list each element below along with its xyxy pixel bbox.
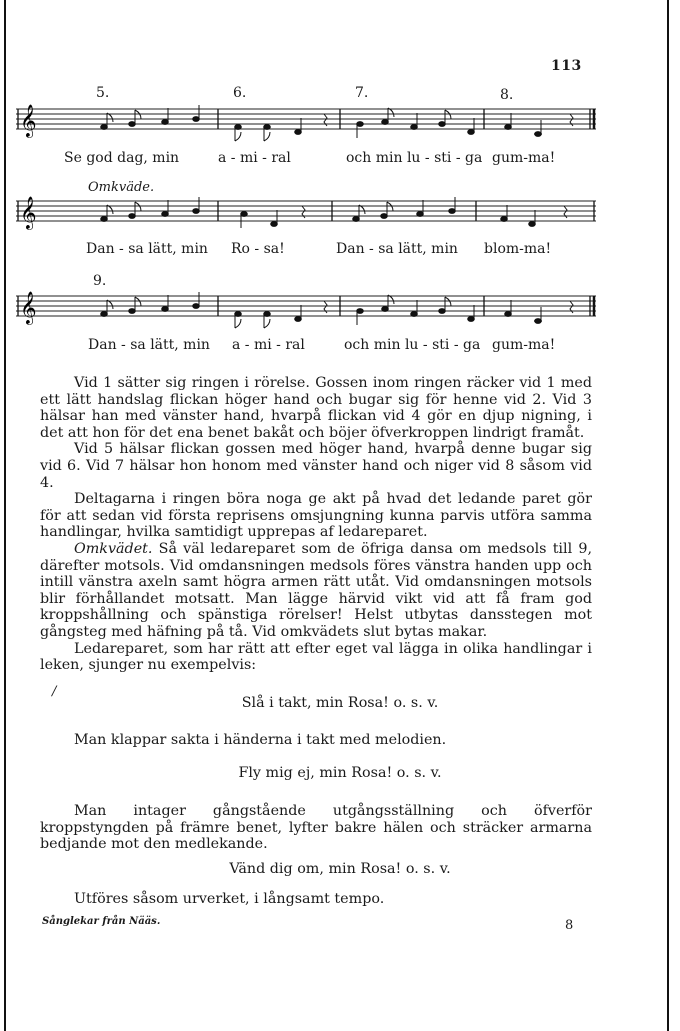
measure-number-7: 7. — [355, 85, 369, 101]
lyric-1-1: Se god dag, min — [64, 150, 180, 166]
lyric-3-3: och min lu - sti - ga — [344, 337, 481, 353]
instructions-block — [40, 375, 592, 674]
paragraph-6: Man klappar sakta i händerna i takt med melodien. — [74, 732, 447, 748]
paragraph-4 — [40, 541, 592, 641]
measure-number-5: 5. — [96, 85, 110, 101]
measure-number-8: 8. — [500, 87, 514, 103]
pencil-mark: / — [52, 684, 57, 699]
paragraph-7: Man intager gångstående utgångsställning och öfverför kroppstyngden på främre benet, lyfter bakre hälen och sträcker armarna bedjande mot den medlekande. — [40, 803, 592, 853]
lyric-1-2: a - mi - ral — [218, 150, 291, 166]
svg-text:𝄞: 𝄞 — [20, 196, 37, 229]
refrain-heading: Omkvädet. — [74, 540, 153, 557]
measure-number-9: 9. — [93, 273, 107, 289]
music-staff-3 — [16, 287, 600, 337]
paragraph-8-block — [40, 891, 592, 908]
paragraph-8: Utföres såsom urverket, i långsamt tempo. — [74, 891, 385, 907]
paragraph-5: Ledareparet, som har rätt att efter eget val lägga in olika handlingar i leken, sjunger nu exempelvis: — [40, 640, 592, 674]
lyric-2-4: blom-ma! — [484, 241, 552, 257]
song-line-1: Slå i takt, min Rosa! o. s. v. — [241, 695, 439, 711]
paragraph-2: Vid 5 hälsar flickan gossen med höger hand, hvarpå denne bugar sig vid 6. Vid 7 hälsar hon honom med vänster hand och niger vid 8 såsom vid 4. — [40, 441, 592, 491]
svg-text:𝄞: 𝄞 — [20, 104, 37, 137]
lyric-3-2: a - mi - ral — [232, 337, 305, 353]
lyric-2-3: Dan - sa lätt, min — [336, 241, 458, 257]
music-staff-2 — [16, 192, 600, 242]
page-number: 113 — [551, 58, 582, 74]
paragraph-7-block — [40, 803, 592, 853]
lyric-2-1: Dan - sa lätt, min — [86, 241, 208, 257]
svg-text:𝄞: 𝄞 — [20, 291, 37, 324]
song-line-2: Fly mig ej, min Rosa! o. s. v. — [238, 765, 442, 781]
footer-source: Sånglekar från Nääs. — [42, 916, 161, 927]
paragraph-6-block — [40, 732, 592, 749]
measure-number-6: 6. — [233, 85, 247, 101]
song-line-3: Vänd dig om, min Rosa! o. s. v. — [229, 861, 451, 877]
paragraph-1: Vid 1 sätter sig ringen i rörelse. Gossen inom ringen räcker vid 1 med ett lätt handslag flickan höger hand och bugar sig för henne vid 2. Vid 3 hälsar han med vänster hand, hvarpå flickan vid 4 gör en djup nigning, i det att hon för det ena benet bakåt och böjer öfverkroppen lindrigt framåt. — [40, 375, 592, 441]
refrain-label: Omkväde. — [88, 180, 155, 195]
lyric-1-3: och min lu - sti - ga — [346, 150, 483, 166]
music-staff-1 — [16, 100, 600, 150]
lyric-2-2: Ro - sa! — [231, 241, 285, 257]
lyric-3-1: Dan - sa lätt, min — [88, 337, 210, 353]
lyric-1-4: gum-ma! — [492, 150, 556, 166]
footer-signature: 8 — [565, 918, 574, 933]
paragraph-3: Deltagarna i ringen böra noga ge akt på hvad det ledande paret gör för att sedan vid första reprisens omsjungning kunna parvis utföra samma handlingar, hvilka samtidigt upprepas af ledareparet. — [40, 491, 592, 541]
lyric-3-4: gum-ma! — [492, 337, 556, 353]
paragraph-4-text: Så väl ledareparet som de öfriga dansa om medsols till 9, därefter motsols. Vid omdansningen medsols föres vänstra handen upp och intill vänstra axeln samt högra armen rätt utåt. Vid omdansningen motsols blir förhållandet motsatt. Man lägge härvid vikt vid att få fram god kroppshållning och spänstiga rörelser! Helst utbytas dansstegen mot gångsteg med häfning på tå. Vid omkvädets slut bytas makar. — [40, 540, 592, 640]
